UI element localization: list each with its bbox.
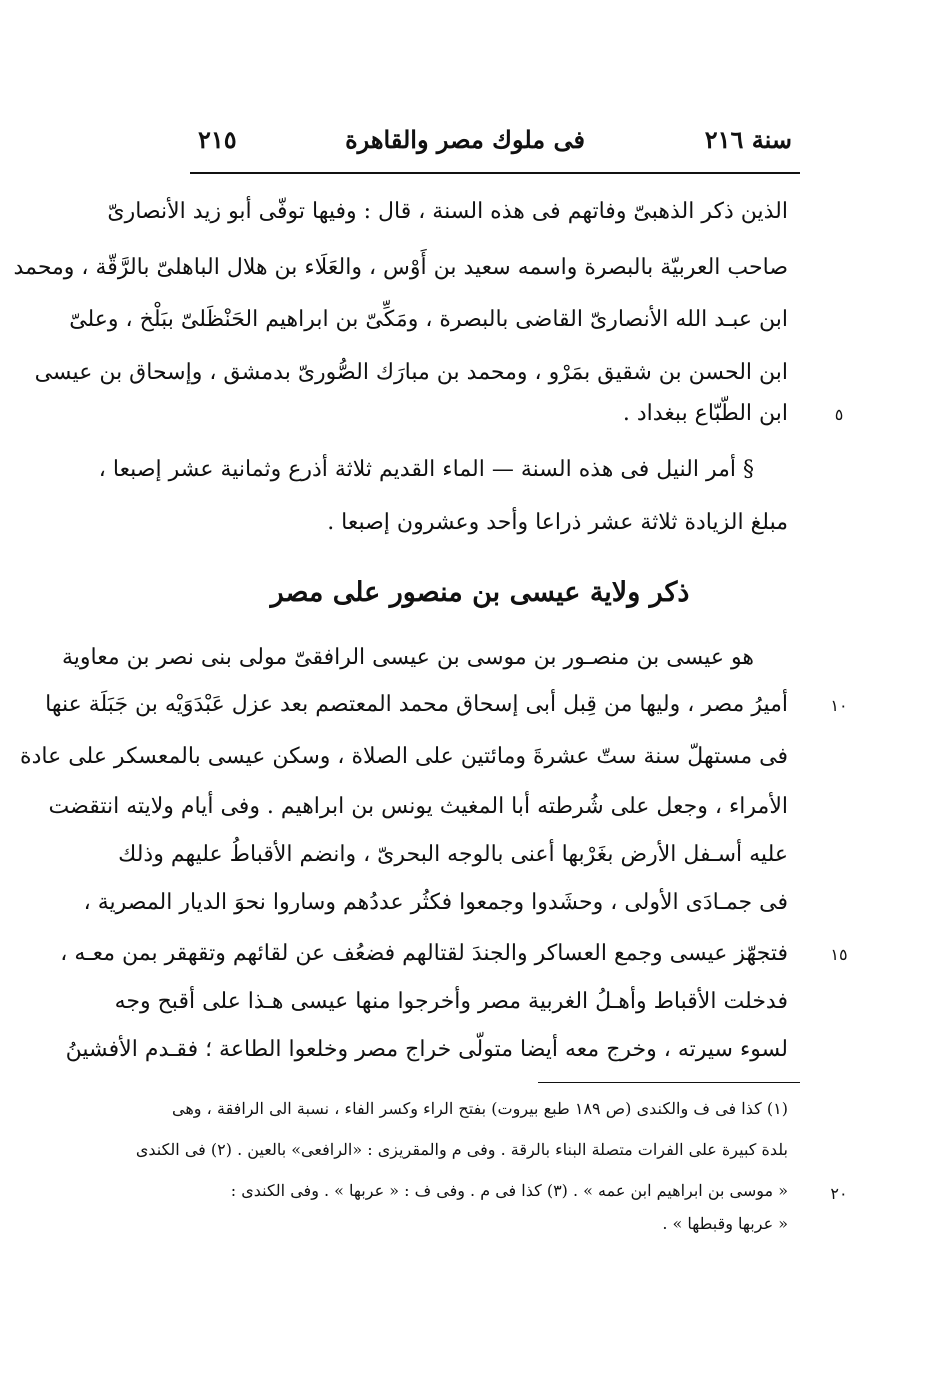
- line-number: ١٥: [830, 945, 848, 964]
- footnote-line: (١) كذا فى ف والكندى (ص ١٨٩ طبع بيروت) بفتح الراء وكسر الفاء ، نسبة الى الرافقة ، وهى: [172, 1099, 788, 1118]
- footnote-line: « موسى بن ابراهيم ابن عمه » . (٣) كذا فى م . وفى ف : « عربها » . وفى الكندى :: [230, 1181, 788, 1200]
- text-line: فى مستهلّ سنة ستّ عشرةَ ومائتين على الصلاة ، وسكن عيسى بالمعسكر على عادة: [20, 744, 788, 769]
- text-line: فتجهّز عيسى وجمع العساكر والجندَ لقتالهم فضعُف عن لقائهم وتقهقر بمن معـه ،: [60, 941, 788, 966]
- header-rule: [190, 172, 800, 174]
- text-line: هو عيسى بن منصـور بن موسى بن عيسى الرافقىّ مولى بنى نصر بن معاوية: [62, 645, 754, 670]
- text-line: ابن الحسن بن شقيق بمَرْو ، ومحمد بن مبارَك الصُّورىّ بدمشق ، وإسحاق بن عيسى: [34, 360, 788, 385]
- line-number: ١٠: [830, 696, 848, 715]
- text-line: فى جمـادَى الأولى ، وحشَدوا وجمعوا فكثُر عددُهم وساروا نحوَ الديار المصرية ،: [83, 890, 788, 915]
- footnote-line: « عربها وقبطها » .: [662, 1214, 788, 1233]
- text-line: لسوء سيرته ، وخرج معه أيضا متولّى خراج مصر وخلعوا الطاعة ؛ فقـدم الأفشينُ: [65, 1037, 788, 1062]
- line-number: ٥: [834, 405, 844, 424]
- text-line: الذين ذكر الذهبىّ وفاتهم فى هذه السنة ، قال : وفيها توفّى أبو زيد الأنصارىّ: [107, 199, 788, 224]
- footnote-line: بلدة كبيرة على الفرات متصلة البناء بالرقة . وفى م والمقريزى : «الرافعى» بالعين . (٢) فى الكندى: [135, 1140, 788, 1159]
- header-year: سنة ٢١٦: [704, 125, 792, 154]
- text-line: ابن الطّبّاع ببغداد .: [622, 401, 788, 426]
- header-page-number: ٢١٥: [198, 125, 237, 154]
- text-line: مبلغ الزيادة ثلاثة عشر ذراعا وأحد وعشرون إصبعا .: [327, 510, 788, 535]
- footnote-rule: [538, 1082, 800, 1083]
- text-line: فدخلت الأقباط وأهـلُ الغربية مصر وأخرجوا منها عيسى هـذا على أقبح وجه: [114, 989, 788, 1014]
- header-title: فى ملوك مصر والقاهرة: [345, 125, 585, 154]
- line-number: ٢٠: [830, 1184, 848, 1203]
- text-line: § أمر النيل فى هذه السنة — الماء القديم ثلاثة أذرع وثمانية عشر إصبعا ،: [98, 457, 754, 482]
- section-heading: ذكر ولاية عيسى بن منصور على مصر: [270, 577, 690, 608]
- text-line: صاحب العربيّة بالبصرة واسمه سعيد بن أَوْس ، والعَلَاء بن هلال الباهلىّ بالرَّقّة ، ومحمد: [13, 255, 788, 280]
- text-line: عليه أسـفل الأرض بغَرْبها أعنى بالوجه البحرىّ ، وانضم الأقباطُ عليهم وذلك: [118, 842, 788, 867]
- text-line: الأمراء ، وجعل على شُرطته أبا المغيث يونس بن ابراهيم . وفى أيام ولايته انتقضت: [48, 794, 788, 819]
- running-header: [190, 122, 800, 166]
- text-line: أميرُ مصر ، وليها من قِبل أبى إسحاق محمد المعتصم بعد عزل عَبْدَوَيْه بن جَبَلَة عنها: [45, 692, 788, 717]
- text-line: ابن عبـد الله الأنصارىّ القاضى بالبصرة ، ومَكِّىّ بن ابراهيم الحَنْظَلىّ ببَلْخ ، وعلىّ: [69, 307, 788, 332]
